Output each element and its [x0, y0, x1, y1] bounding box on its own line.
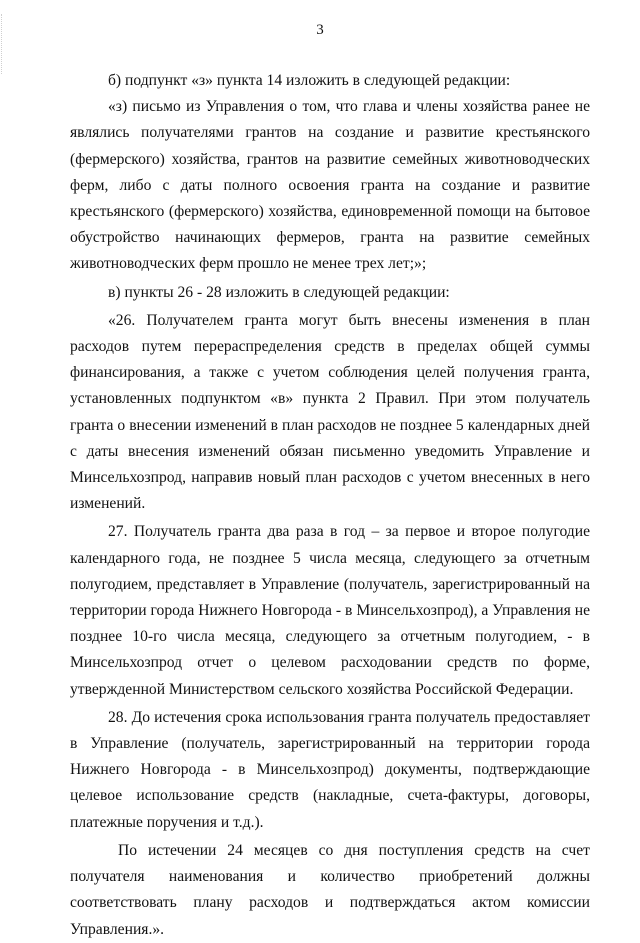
paragraph-subpoint-z-text: «з) письмо из Управления о том, что глава и члены хозяйства ранее не являлись получателями грантов на создание и развитие крестьянского (фермерского) хозяйства, грантов на развитие семейных животноводческих ферм, либо с даты полного освоения гранта на создание и развитие крестьянского (фермерского) хозяйства, единовременной помощи на бытовое обустройство начинающих фермеров, гранта на развитие семейных животноводческих ферм прошло не менее трех лет;»; [70, 98, 590, 273]
document-body [70, 68, 590, 943]
page-number: 3 [316, 22, 324, 38]
paragraph-point-28: 28. До истечения срока использования гранта получатель предоставляет в Управление (получатель, зарегистрированный на территории города Нижнего Новгорода - в Минсельхозпрод) документы, подтверждающие целевое использование средств (накладные, счета-фактуры, договоры, платежные поручения и т.д.). [70, 708, 590, 831]
paragraph-subpoint-b: б) подпункт «з» пункта 14 изложить в следующей редакции: [108, 72, 511, 89]
paragraph-final: По истечении 24 месяцев со дня поступления средств на счет получателя наименования и количество приобретений должны соответствовать плану расходов и подтверждаться актом комиссии Управления.». [70, 841, 590, 938]
paragraph-point-26: «26. Получателем гранта могут быть внесены изменения в план расходов путем перераспределения средств в пределах общей суммы финансирования, а также с учетом соблюдения целей получения гранта, установленных подпунктом «в» пункта 2 Правил. При этом получатель гранта о внесении изменений в план расходов не позднее 5 календарных дней с даты внесения изменений обязан письменно уведомить Управление и Минсельхозпрод, направив новый план расходов с учетом внесенных в него изменений. [70, 311, 590, 513]
paragraph-subpoint-v: в) пункты 26 - 28 изложить в следующей редакции: [108, 283, 450, 301]
paragraph-point-27: 27. Получатель гранта два раза в год – за первое и второе полугодие календарного года, не позднее 5 числа месяца, следующего за отчетным полугодием, представляет в Управление (получатель, зарегистрированный на территории города Нижнего Новгорода - в Минсельхозпрод), а Управления не позднее 10-го числа месяца, следующего за отчетным полугодием, - в Минсельхозпрод отчет о целевом расходовании средств по форме, утвержденной Министерством сельского хозяйства Российской Федерации. [70, 523, 590, 698]
